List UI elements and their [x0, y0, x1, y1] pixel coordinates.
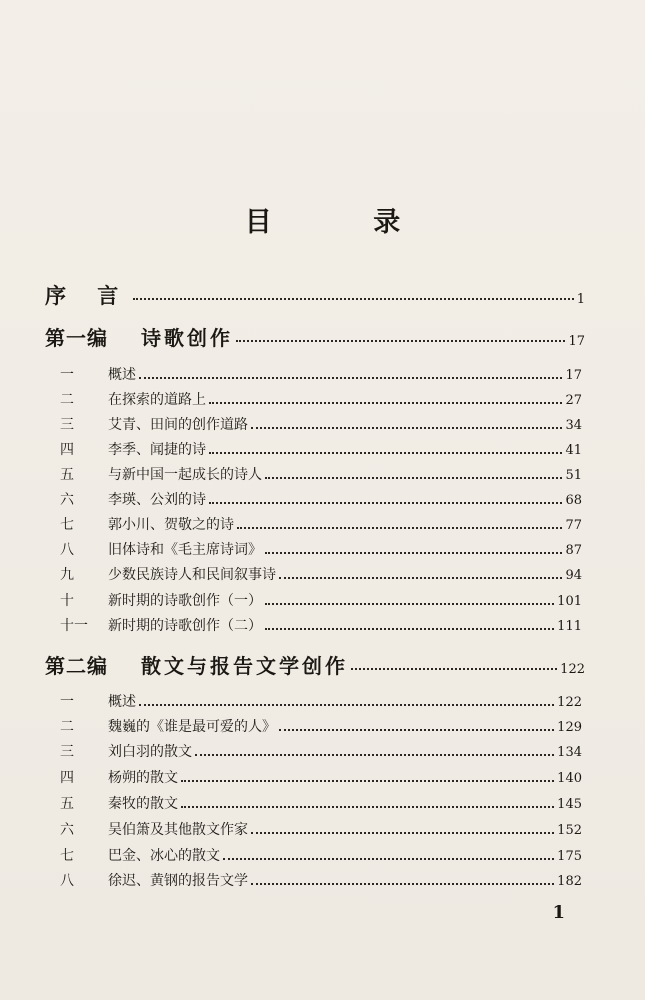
- toc-chapter: [60, 414, 582, 434]
- chapter-title: 在探索的道路上: [108, 392, 206, 408]
- dot-leader: [209, 452, 562, 454]
- dot-leader: [265, 552, 562, 554]
- dot-leader: [209, 502, 562, 504]
- toc-chapter: [60, 691, 582, 711]
- chapter-number: 五: [60, 796, 74, 812]
- chapter-number: 八: [60, 542, 74, 558]
- dot-leader: [223, 858, 554, 860]
- toc-chapter: [60, 439, 582, 459]
- chapter-title: 艾青、田间的创作道路: [108, 417, 248, 433]
- chapter-number: 四: [60, 442, 74, 458]
- dot-leader: [139, 377, 562, 379]
- chapter-number: 九: [60, 567, 74, 583]
- page-ref: 101: [557, 594, 582, 609]
- chapter-number: 七: [60, 517, 74, 533]
- page-ref: 182: [557, 874, 582, 889]
- page-title: 目 录: [244, 207, 447, 238]
- page-ref: 175: [557, 849, 582, 864]
- dot-leader: [139, 704, 554, 706]
- chapter-number: 十: [60, 593, 74, 609]
- page-ref: 17: [565, 368, 582, 383]
- page-ref: 111: [557, 619, 582, 634]
- toc-part-2: [45, 650, 585, 679]
- chapter-number: 二: [60, 392, 74, 408]
- toc-chapter: [60, 767, 582, 787]
- dot-leader: [181, 780, 554, 782]
- dot-leader: [237, 527, 562, 529]
- page-ref: 122: [560, 662, 585, 677]
- chapter-number: 一: [60, 367, 74, 383]
- chapter-number: 一: [60, 694, 74, 710]
- chapter-title: 郭小川、贺敬之的诗: [108, 517, 234, 533]
- page-ref: 145: [557, 797, 582, 812]
- chapter-title: 新时期的诗歌创作（一）: [108, 593, 262, 609]
- toc-chapter: [60, 514, 582, 534]
- chapter-number: 十一: [60, 618, 88, 634]
- dot-leader: [195, 754, 554, 756]
- chapter-number: 五: [60, 467, 74, 483]
- chapter-number: 七: [60, 848, 74, 864]
- dot-leader: [265, 603, 554, 605]
- chapter-number: 二: [60, 719, 74, 735]
- dot-leader: [209, 402, 562, 404]
- toc-chapter: [60, 716, 582, 736]
- dot-leader: [265, 477, 562, 479]
- dot-leader: [236, 340, 565, 342]
- toc-chapter: [60, 615, 582, 635]
- dot-leader: [279, 729, 554, 731]
- toc-chapter: [60, 819, 582, 839]
- part-title: 散文与报告文学创作: [141, 654, 348, 678]
- dot-leader: [251, 427, 562, 429]
- chapter-number: 八: [60, 873, 74, 889]
- chapter-number: 三: [60, 744, 74, 760]
- page-ref: 27: [565, 393, 582, 408]
- part-number: 第二编: [45, 654, 108, 678]
- page-ref: 68: [565, 493, 582, 508]
- dot-leader: [251, 883, 554, 885]
- dot-leader: [265, 628, 554, 630]
- chapter-title: 李瑛、公刘的诗: [108, 492, 206, 508]
- chapter-title: 刘白羽的散文: [108, 744, 192, 760]
- chapter-title: 与新中国一起成长的诗人: [108, 467, 262, 483]
- toc-chapter: [60, 870, 582, 890]
- page-ref: 140: [557, 771, 582, 786]
- toc-chapter: [60, 564, 582, 584]
- toc-chapter: [60, 464, 582, 484]
- page-ref: 77: [565, 518, 582, 533]
- toc-entry-preface: [45, 280, 585, 310]
- dot-leader: [279, 577, 562, 579]
- page-ref: 122: [557, 695, 582, 710]
- dot-leader: [181, 806, 554, 808]
- chapter-number: 四: [60, 770, 74, 786]
- page-ref: 1: [576, 292, 585, 307]
- toc-chapter: [60, 590, 582, 610]
- page-ref: 134: [557, 745, 582, 760]
- page-ref: 87: [565, 543, 582, 558]
- preface-label: 序 言: [45, 283, 131, 308]
- dot-leader: [351, 668, 557, 670]
- chapter-title: 徐迟、黄钢的报告文学: [108, 873, 248, 889]
- toc-chapter: [60, 539, 582, 559]
- dot-leader: [133, 298, 573, 300]
- toc-part-1: [45, 322, 585, 351]
- toc-chapter: [60, 793, 582, 813]
- page-ref: 94: [565, 568, 582, 583]
- chapter-title: 少数民族诗人和民间叙事诗: [108, 567, 276, 583]
- chapter-number: 六: [60, 492, 74, 508]
- chapter-number: 三: [60, 417, 74, 433]
- dot-leader: [251, 832, 554, 834]
- page-ref: 41: [565, 443, 582, 458]
- page-ref: 129: [557, 720, 582, 735]
- chapter-title: 概述: [108, 694, 136, 710]
- chapter-title: 概述: [108, 367, 136, 383]
- chapter-title: 吴伯箫及其他散文作家: [108, 822, 248, 838]
- page-ref: 51: [565, 468, 582, 483]
- page-number: 1: [552, 902, 565, 923]
- toc-chapter: [60, 489, 582, 509]
- page-ref: 17: [568, 334, 585, 349]
- chapter-title: 李季、闻捷的诗: [108, 442, 206, 458]
- page-ref: 152: [557, 823, 582, 838]
- toc-chapter: [60, 364, 582, 384]
- chapter-number: 六: [60, 822, 74, 838]
- chapter-title: 旧体诗和《毛主席诗词》: [108, 542, 262, 558]
- part-title: 诗歌创作: [141, 326, 233, 350]
- toc-chapter: [60, 741, 582, 761]
- chapter-title: 秦牧的散文: [108, 796, 178, 812]
- page-ref: 34: [565, 418, 582, 433]
- chapter-title: 杨朔的散文: [108, 770, 178, 786]
- part-number: 第一编: [45, 326, 108, 350]
- chapter-title: 魏巍的《谁是最可爱的人》: [108, 719, 276, 735]
- toc-chapter: [60, 389, 582, 409]
- chapter-title: 新时期的诗歌创作（二）: [108, 618, 262, 634]
- toc-chapter: [60, 845, 582, 865]
- chapter-title: 巴金、冰心的散文: [108, 848, 220, 864]
